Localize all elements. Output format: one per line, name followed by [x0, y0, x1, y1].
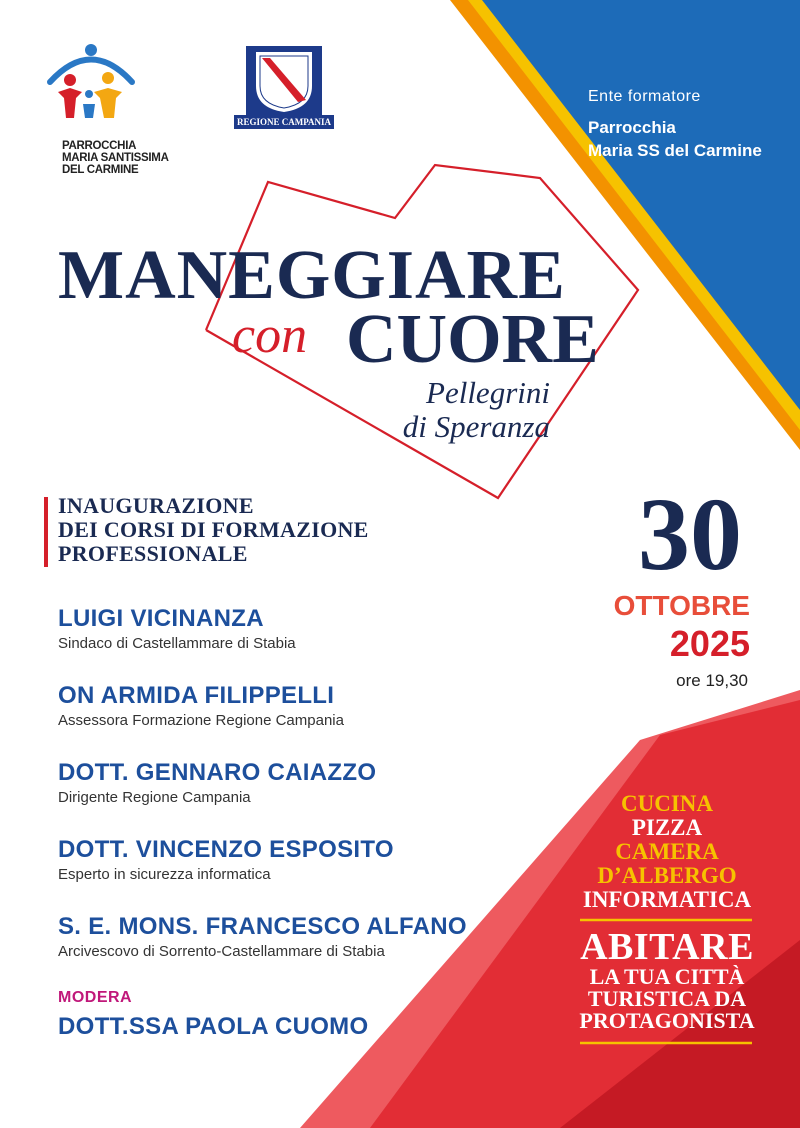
date-time: ore 19,30 [676, 671, 748, 690]
date-month: OTTOBRE [613, 590, 750, 621]
subtitle-line: di Speranza [402, 409, 550, 444]
speaker-item [58, 758, 538, 835]
region-label: REGIONE CAMPANIA [234, 115, 334, 129]
course-item: CAMERA [615, 839, 719, 864]
title-con: con [232, 307, 308, 364]
inauguration-line: PROFESSIONALE [58, 541, 248, 566]
speaker-item [58, 835, 538, 912]
subtitle [380, 376, 550, 444]
ente-name [588, 116, 762, 162]
speaker-name: DOTT. GENNARO CAIAZZO [58, 759, 377, 786]
inauguration-heading [58, 494, 369, 566]
date-day: 30 [638, 477, 742, 592]
moderator-name: DOTT.SSA PAOLA CUOMO [58, 1013, 369, 1040]
speaker-role: Assessora Formazione Regione Campania [58, 712, 344, 729]
parish-name-line: DEL CARMINE [62, 164, 139, 176]
family-house-icon [46, 42, 136, 120]
parish-name-line: PARROCCHIA [62, 140, 137, 152]
speaker-name: LUIGI VICINANZA [58, 605, 264, 632]
title-cuore: CUORE [346, 301, 599, 378]
abitare-line: PROTAGONISTA [579, 1008, 755, 1033]
speaker-name: S. E. MONS. FRANCESCO ALFANO [58, 913, 467, 940]
moderator-label: MODERA [58, 989, 133, 1006]
speaker-name: DOTT. VINCENZO ESPOSITO [58, 836, 394, 863]
inauguration-accent-bar [44, 497, 48, 567]
course-item: PIZZA [631, 815, 703, 840]
date-year: 2025 [669, 623, 750, 664]
courses-list [572, 792, 762, 912]
speaker-item [58, 604, 538, 681]
parish-name [62, 140, 202, 176]
speakers-list [58, 604, 538, 989]
ente-label: Ente formatore [588, 88, 701, 105]
speaker-role: Dirigente Regione Campania [58, 789, 251, 806]
abitare-slogan [572, 928, 762, 1032]
ente-name-line: Parrocchia [588, 118, 676, 137]
speaker-item [58, 681, 538, 758]
inauguration-line: DEI CORSI DI FORMAZIONE [58, 517, 369, 542]
abitare-line: TURISTICA DA [587, 986, 747, 1011]
abitare-title: ABITARE [580, 926, 754, 968]
course-item: D’ALBERGO [597, 863, 737, 888]
parish-name-line: MARIA SANTISSIMA [62, 152, 169, 164]
speaker-role: Sindaco di Castellammare di Stabia [58, 635, 296, 652]
course-item: INFORMATICA [582, 887, 752, 912]
speaker-role: Esperto in sicurezza informatica [58, 866, 271, 883]
course-item: CUCINA [621, 791, 713, 816]
inauguration-line: INAUGURAZIONE [58, 493, 254, 518]
abitare-line: LA TUA CITTÀ [589, 964, 745, 989]
speaker-item [58, 912, 538, 989]
subtitle-line: Pellegrini [426, 375, 550, 410]
ente-name-line: Maria SS del Carmine [588, 141, 762, 160]
speaker-name: ON ARMIDA FILIPPELLI [58, 682, 335, 709]
speaker-role: Arcivescovo di Sorrento-Castellammare di Stabia [58, 943, 385, 960]
title-maneggiare: MANEGGIARE [58, 237, 566, 314]
